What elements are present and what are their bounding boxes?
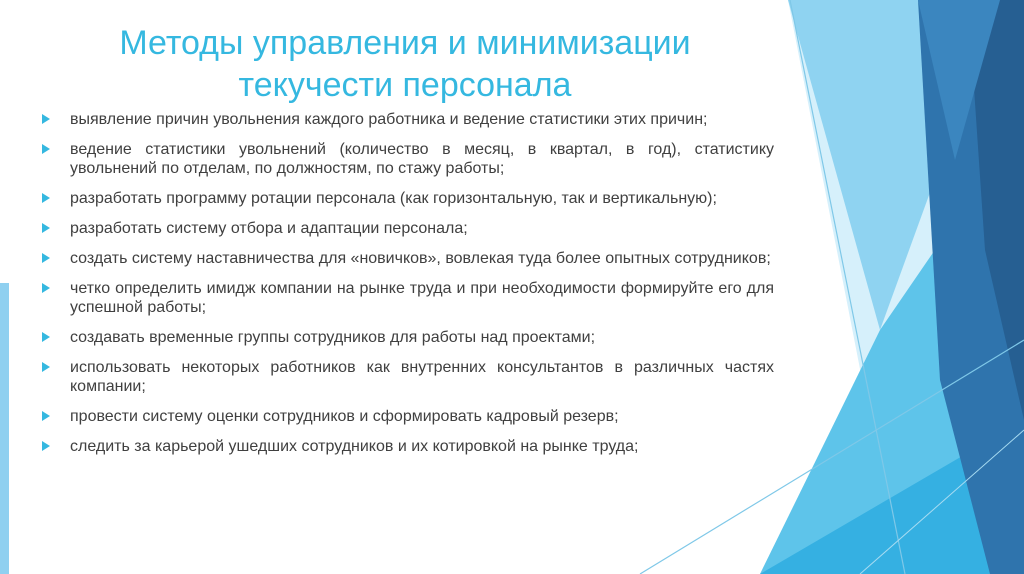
triangle-arrow-icon [42, 144, 50, 154]
triangle-arrow-icon [42, 223, 50, 233]
triangle-arrow-icon [42, 441, 50, 451]
bullet-text: разработать систему отбора и адаптации персонала; [70, 220, 468, 237]
triangle-arrow-icon [42, 362, 50, 372]
slide-title-line-1: Методы управления и минимизации [119, 24, 691, 62]
bullet-item [42, 110, 774, 129]
triangle-arrow-icon [42, 332, 50, 342]
bullet-item [42, 407, 774, 426]
triangle-arrow-icon [42, 411, 50, 421]
bullet-text: выявление причин увольнения каждого работника и ведение статистики этих причин; [70, 111, 708, 128]
bullet-item [42, 279, 774, 317]
bullet-item [42, 140, 774, 178]
bullet-item [42, 219, 774, 238]
bullet-text: четко определить имидж компании на рынке труда и при необходимости формируйте его для успешной работы; [70, 280, 774, 316]
left-accent-strip [0, 283, 9, 574]
slide-title-line-2: текучести персонала [238, 66, 572, 104]
bullet-text: создавать временные группы сотрудников для работы над проектами; [70, 329, 596, 346]
bullet-item [42, 437, 774, 456]
triangle-arrow-icon [42, 193, 50, 203]
bullet-item [42, 328, 774, 347]
bullet-item [42, 358, 774, 396]
bullet-text: разработать программу ротации персонала (как горизонтальную, так и вертикальную); [70, 190, 717, 207]
bullet-text: ведение статистики увольнений (количество в месяц, в квартал, в год), статистику увольнений по отделам, по должностям, по стажу работы; [70, 141, 774, 177]
bullet-text: использовать некоторых работников как внутренних консультантов в различных частях компании; [70, 359, 774, 395]
bullet-item [42, 189, 774, 208]
triangle-arrow-icon [42, 283, 50, 293]
bullet-item [42, 249, 774, 268]
triangle-arrow-icon [42, 253, 50, 263]
bullet-text: следить за карьерой ушедших сотрудников и их котировкой на рынке труда; [70, 438, 639, 455]
slide-title [60, 22, 750, 106]
bullet-text: создать систему наставничества для «новичков», вовлекая туда более опытных сотрудников; [70, 250, 771, 267]
bullet-text: провести систему оценки сотрудников и сформировать кадровый резерв; [70, 408, 619, 425]
bullet-list [42, 110, 774, 467]
triangle-arrow-icon [42, 114, 50, 124]
